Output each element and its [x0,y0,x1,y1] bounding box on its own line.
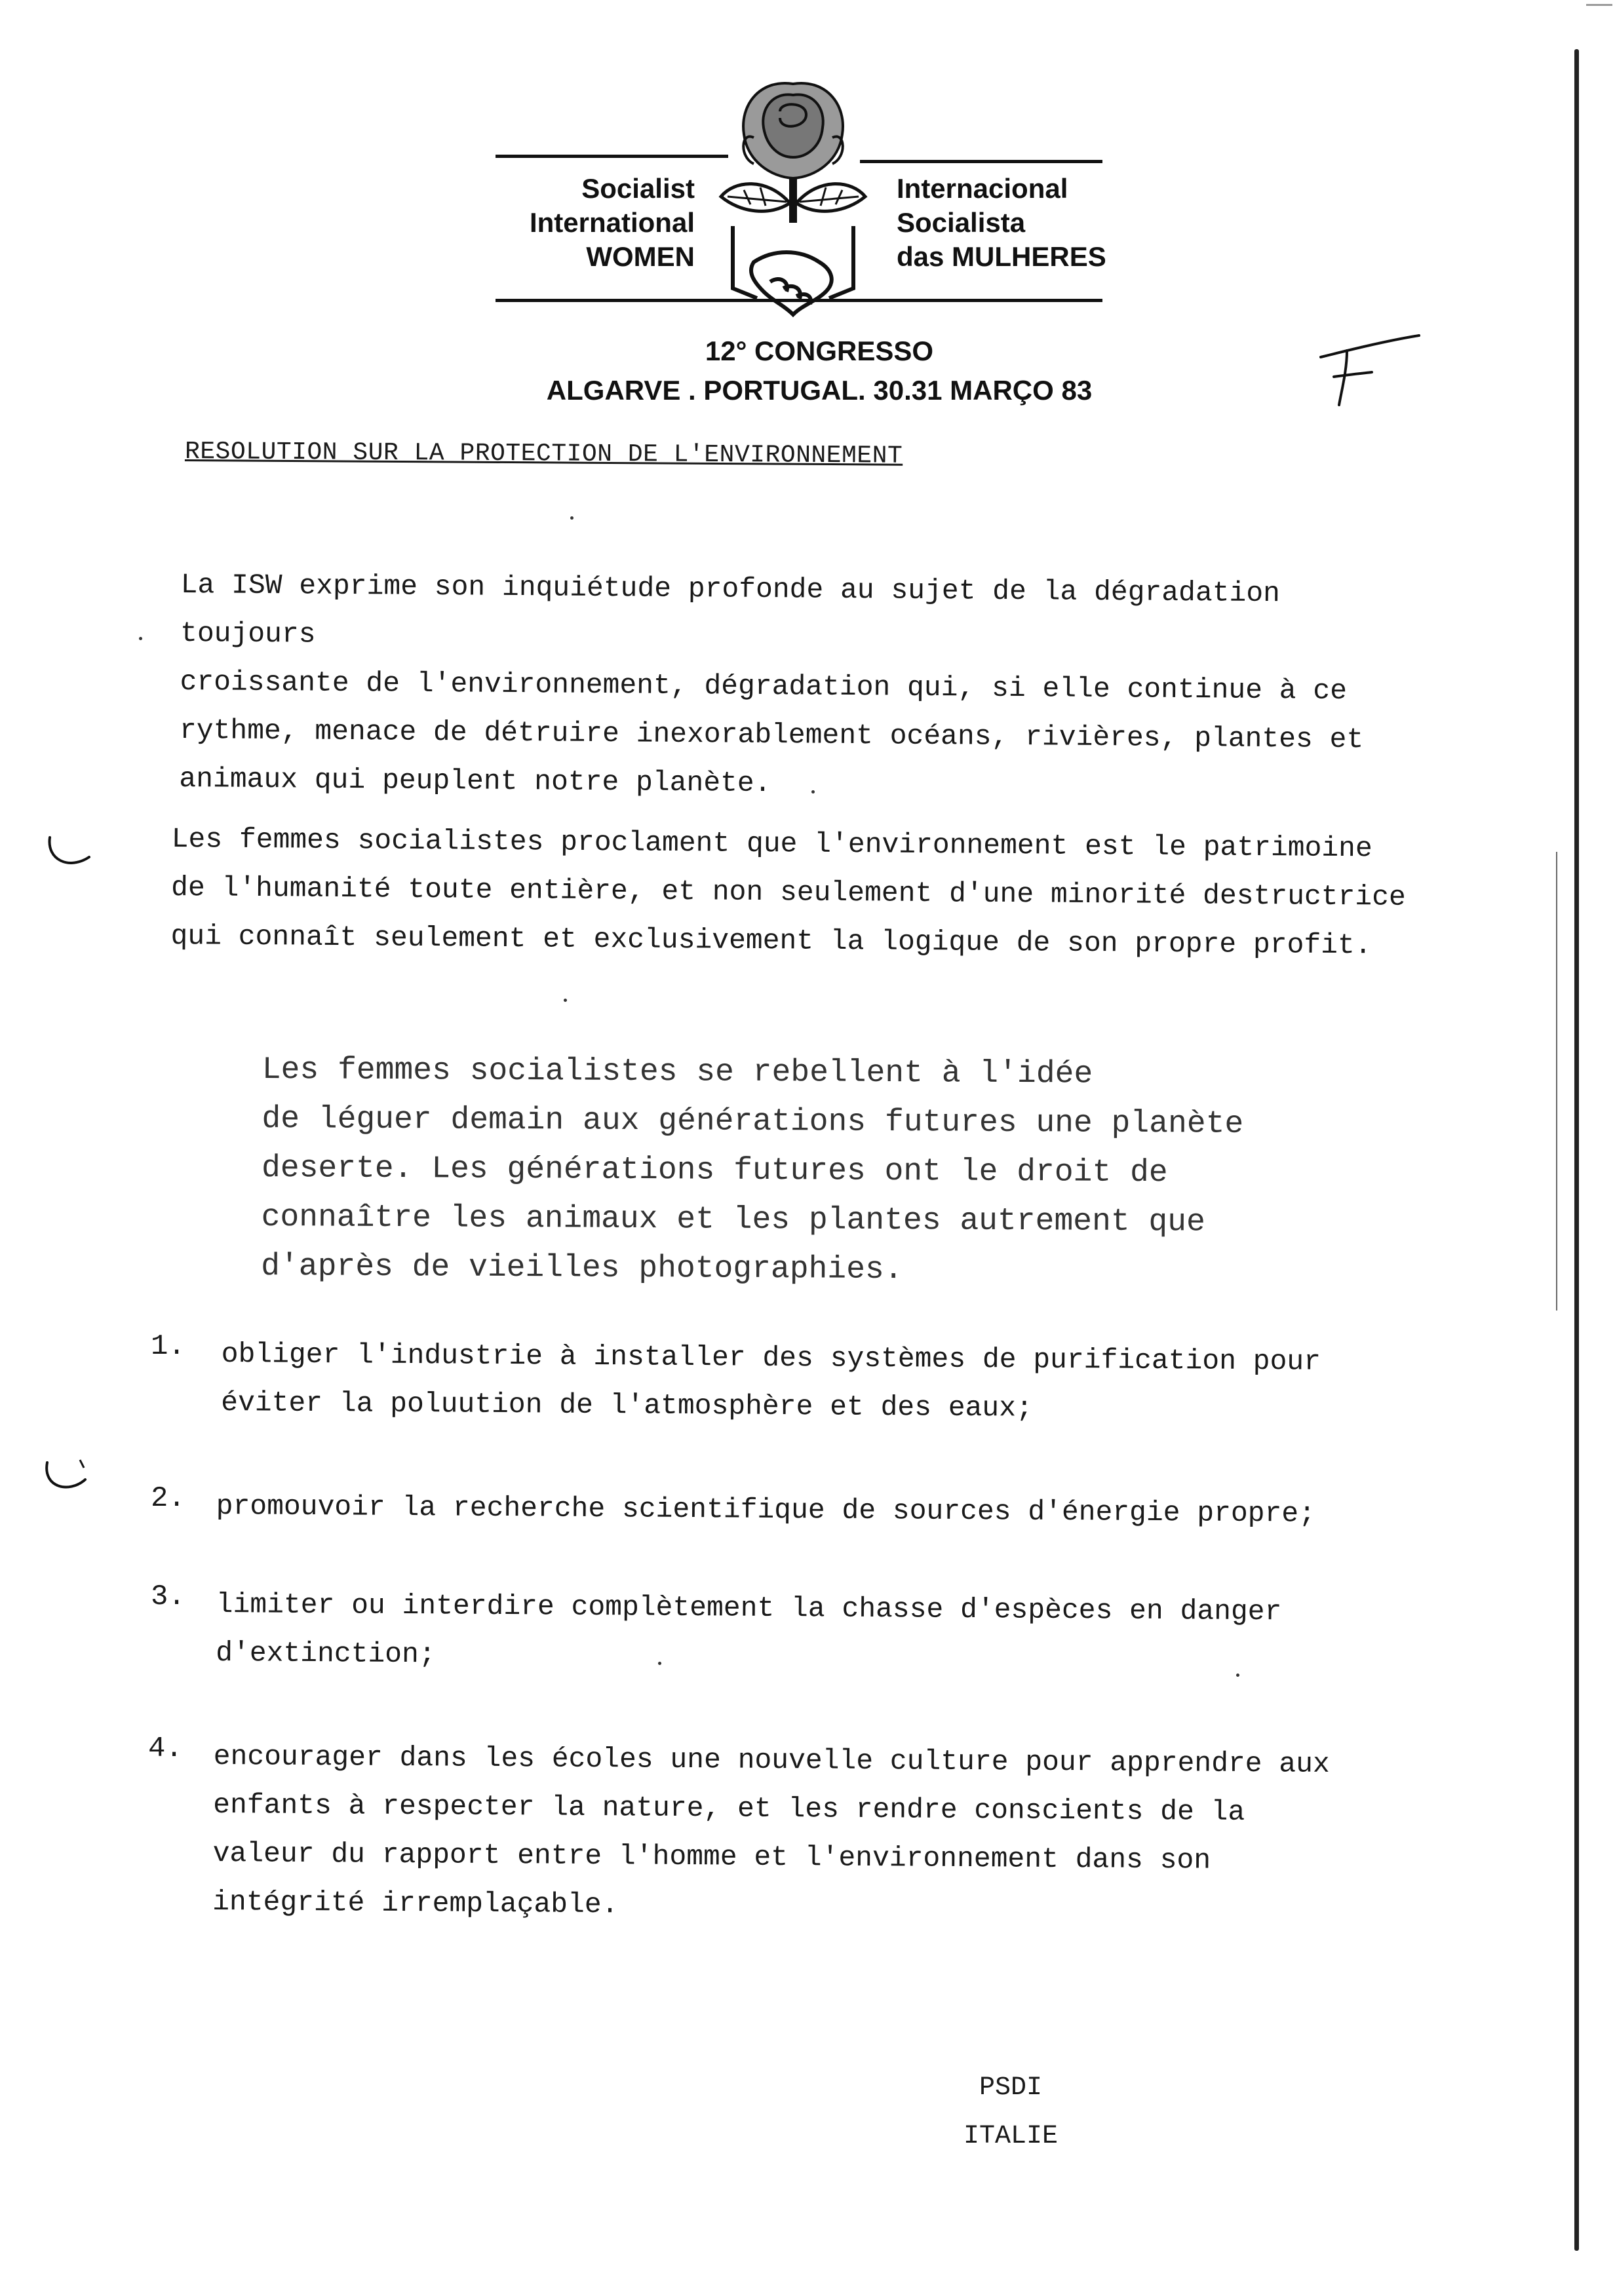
list-item-number: 1. [151,1330,185,1363]
letterhead-right-line: das MULHERES [897,241,1106,272]
congress-title: 12° CONGRESSO [705,335,934,366]
binding-edge-shadow [1556,852,1557,1311]
signature-country: ITALIE [963,2122,1059,2151]
letterhead-left-text [485,172,695,274]
list-item-number: 4. [148,1732,183,1765]
list-item-text: promouvoir la recherche scientifique de sources d'énergie propre; [216,1489,1316,1530]
letterhead-right-line: Internacional [897,173,1068,204]
scan-speck [570,516,574,520]
paragraph-intro: La ISW exprime son inquiétude profonde au sujet de la dégradation toujours croissante de l'environnement, dégradation qui, si elle continue à ce rythme, menace de détruire inexorablement océans, rivières, plantes et animaux qui peuplent notre planète. [179,568,1364,800]
list-item-number: 2. [151,1482,185,1515]
corner-scan-mark [1586,4,1612,6]
letterhead-right-line: Socialista [897,207,1026,238]
scan-speck [658,1662,661,1665]
letterhead-left-line: WOMEN [586,241,695,272]
paragraph-proclamation: Les femmes socialistes proclament que l'environnement est le patrimoine de l'humanité toute entière, et non seulement d'une minorité destructrice qui connaît seulement et exclusivement la logique de son propre profit. [170,822,1406,962]
list-item-text: limiter ou interdire complètement la chasse d'espèces en danger d'extinction; [216,1588,1282,1671]
rose-handshake-logo-icon [682,66,905,328]
list-item-text: obliger l'industrie à installer des systèmes de purification pour éviter la poluution de l'atmosphère et des eaux; [221,1337,1321,1425]
resolution-title: RESOLUTION SUR LA PROTECTION DE L'ENVIRONNEMENT [184,438,903,470]
scan-speck [1236,1674,1239,1677]
margin-hole-mark-icon [43,831,96,877]
list-item-number: 3. [151,1580,185,1613]
congress-location-date: ALGARVE . PORTUGAL. 30.31 MARÇO 83 [546,375,1093,406]
binding-edge-line [1574,49,1579,2251]
paragraph-rebellion: Les femmes socialistes se rebellent à l'idée de léguer demain aux générations futures une planète deserte. Les générations futures ont le droit de connaître les animaux et les plantes autrement que d'après de vieilles photographies. [261,1052,1244,1288]
handwritten-f-mark [1308,321,1426,413]
margin-hole-mark-icon [39,1455,92,1501]
scan-speck [811,790,815,794]
scan-speck [139,637,142,640]
letterhead-left-line: Socialist [581,173,695,204]
scan-speck [564,999,567,1002]
list-item-text: encourager dans les écoles une nouvelle culture pour apprendre aux enfants à respecter la nature, et les rendre conscients de la valeur du rapport entre l'homme et l'environnement dans son intégrité irremplaçable. [212,1740,1330,1921]
letterhead-right-text [897,172,1159,274]
letterhead-left-line: International [529,207,695,238]
signature-party: PSDI [979,2073,1043,2103]
